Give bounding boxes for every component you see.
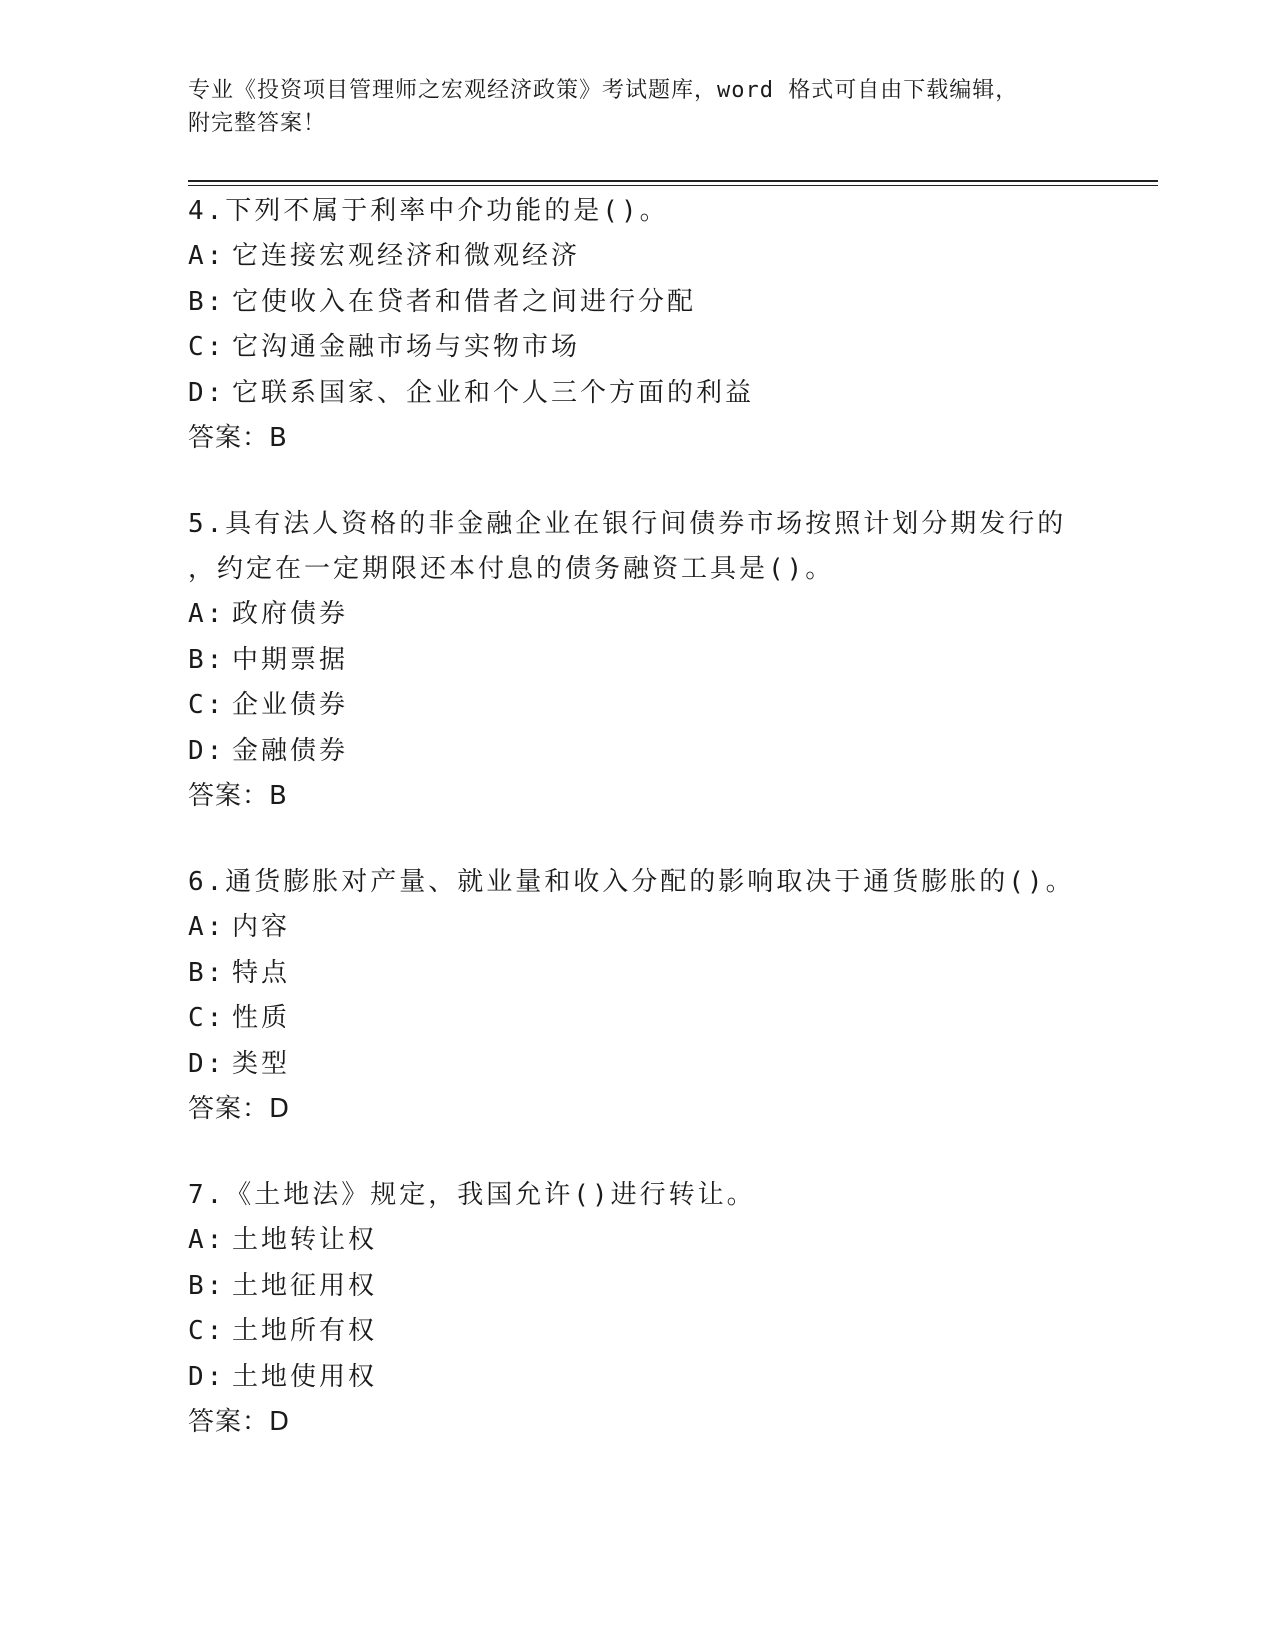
option-key: D: xyxy=(188,1361,226,1392)
option-text: 它沟通金融市场与实物市场 xyxy=(232,332,581,363)
question-block xyxy=(188,860,1088,1133)
answer-option xyxy=(188,683,1088,729)
header-divider-thin xyxy=(188,185,1158,186)
answer-option xyxy=(188,1355,1088,1401)
option-text: 土地转让权 xyxy=(232,1224,378,1255)
option-text: 内容 xyxy=(232,911,291,942)
header-divider-thick xyxy=(188,180,1158,182)
answer-key: 答案：B xyxy=(188,423,288,454)
question-stem: 4.下列不属于利率中介功能的是()。 xyxy=(188,196,669,226)
answer-option xyxy=(188,729,1088,775)
option-text: 政府债券 xyxy=(232,598,349,629)
question-stem: 6.通货膨胀对产量、就业量和收入分配的影响取决于通货膨胀的()。 xyxy=(188,866,1075,897)
option-key: D: xyxy=(188,735,226,766)
answer-option xyxy=(188,1264,1088,1310)
option-text: 中期票据 xyxy=(232,644,349,675)
question-block xyxy=(188,189,1088,462)
question-list xyxy=(188,189,1088,1486)
answer-key: 答案：D xyxy=(188,1094,291,1125)
document-header xyxy=(188,74,1088,140)
option-text: 金融债券 xyxy=(232,735,349,766)
answer-option xyxy=(188,234,1088,280)
option-key: A: xyxy=(188,1224,226,1255)
option-key: C: xyxy=(188,690,226,721)
option-key: B: xyxy=(188,644,226,675)
option-key: D: xyxy=(188,377,226,408)
question-stem: ，约定在一定期限还本付息的债务融资工具是()。 xyxy=(188,553,835,584)
answer-option xyxy=(188,325,1088,371)
header-line-2: 附完整答案！ xyxy=(188,111,327,136)
answer-option xyxy=(188,1218,1088,1264)
option-key: D: xyxy=(188,1048,226,1079)
option-key: B: xyxy=(188,286,226,317)
option-key: B: xyxy=(188,957,226,988)
option-text: 土地使用权 xyxy=(232,1361,378,1392)
option-key: C: xyxy=(188,332,226,363)
answer-key: 答案：B xyxy=(188,781,288,812)
question-stem: 7.《土地法》规定，我国允许()进行转让。 xyxy=(188,1179,756,1210)
question-block xyxy=(188,1173,1088,1446)
answer-option xyxy=(188,996,1088,1042)
answer-option xyxy=(188,371,1088,417)
answer-option xyxy=(188,1042,1088,1088)
answer-option xyxy=(188,1309,1088,1355)
option-text: 土地所有权 xyxy=(232,1316,378,1347)
option-key: A: xyxy=(188,598,226,629)
answer-option xyxy=(188,592,1088,638)
option-key: B: xyxy=(188,1270,226,1301)
option-key: C: xyxy=(188,1003,226,1034)
question-stem: 5.具有法人资格的非金融企业在银行间债券市场按照计划分期发行的 xyxy=(188,508,1067,539)
option-text: 它联系国家、企业和个人三个方面的利益 xyxy=(232,377,755,408)
option-text: 类型 xyxy=(232,1048,291,1079)
option-text: 土地征用权 xyxy=(232,1270,378,1301)
answer-option xyxy=(188,280,1088,326)
header-line-1: 专业《投资项目管理师之宏观经济政策》考试题库，word 格式可自由下载编辑， xyxy=(188,78,1019,103)
answer-option xyxy=(188,951,1088,997)
option-text: 它连接宏观经济和微观经济 xyxy=(232,241,581,271)
option-key: A: xyxy=(188,911,226,942)
option-key: C: xyxy=(188,1316,226,1347)
question-block xyxy=(188,502,1088,820)
option-text: 特点 xyxy=(232,957,291,988)
answer-option xyxy=(188,638,1088,684)
option-text: 企业债券 xyxy=(232,690,349,721)
answer-option xyxy=(188,905,1088,951)
option-text: 它使收入在贷者和借者之间进行分配 xyxy=(232,286,697,317)
answer-key: 答案：D xyxy=(188,1407,291,1438)
option-key: A: xyxy=(188,241,226,271)
option-text: 性质 xyxy=(232,1003,291,1034)
